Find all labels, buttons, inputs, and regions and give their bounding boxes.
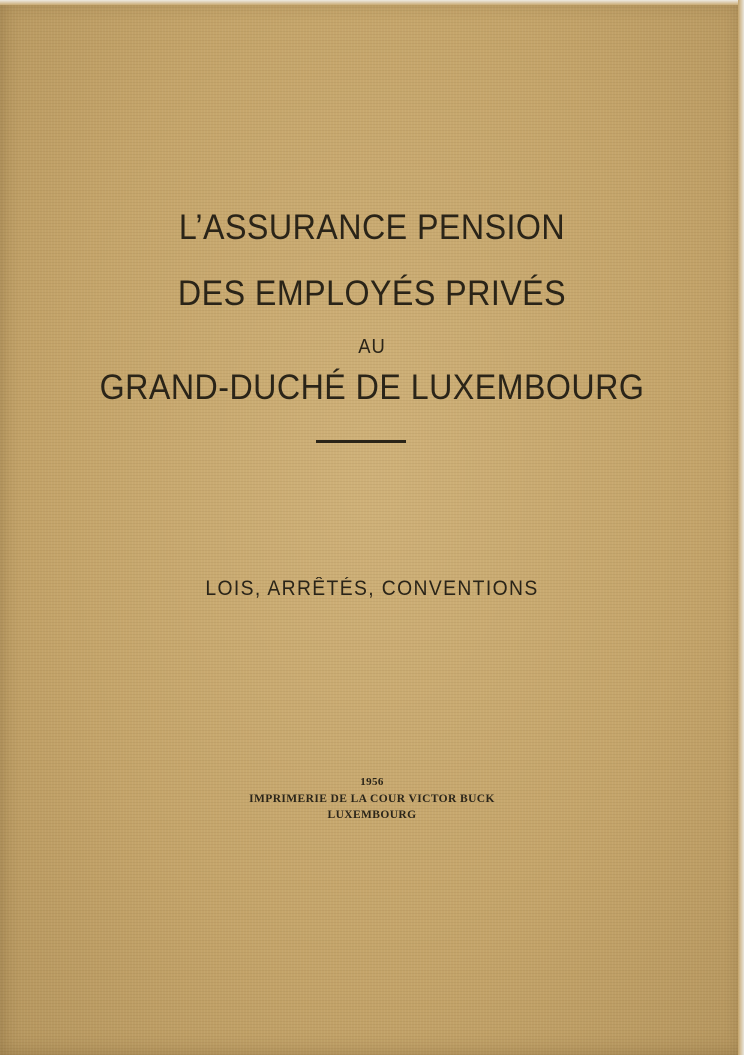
title-line-3: AU (358, 336, 386, 358)
page-edge-right (738, 0, 744, 1055)
imprint-printer: IMPRIMERIE DE LA COUR VICTOR BUCK (249, 793, 495, 805)
title-divider (316, 440, 406, 443)
title-line-2: DES EMPLOYÉS PRIVÉS (177, 274, 567, 313)
title-line-1: L’ASSURANCE PENSION (178, 208, 566, 247)
subtitle: LOIS, ARRÊTÉS, CONVENTIONS (205, 577, 539, 600)
title-line-4: GRAND-DUCHÉ DE LUXEMBOURG (99, 368, 645, 407)
imprint-year: 1956 (360, 776, 384, 788)
imprint-city: LUXEMBOURG (327, 809, 417, 821)
page-edge-top (0, 0, 744, 5)
